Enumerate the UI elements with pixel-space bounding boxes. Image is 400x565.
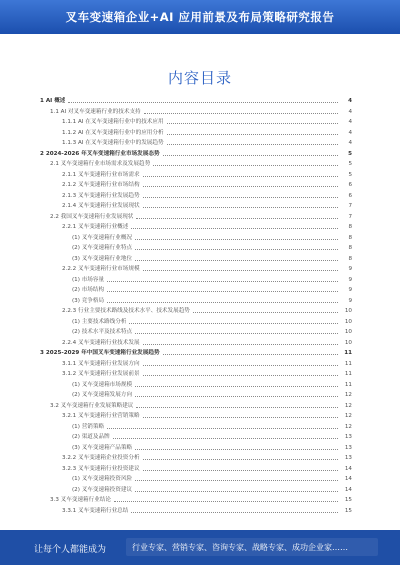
toc-entry[interactable] [0, 318, 400, 326]
footer-lead-text: 让每个人都能成为 [34, 545, 107, 555]
toc-entry[interactable] [0, 433, 400, 441]
toc-entry[interactable] [0, 454, 400, 462]
toc-entry[interactable] [0, 192, 400, 200]
toc-page-number: 11 [344, 360, 352, 367]
toc-page-number: 10 [344, 339, 352, 346]
toc-entry[interactable] [0, 265, 400, 273]
toc-entry-title: 2.1.3 叉车变速箱行业发展趋势 [62, 192, 140, 199]
toc-page-number: 14 [344, 486, 352, 493]
toc-leader-dots [135, 491, 338, 492]
toc-entry-title: (1) 主要技术路线分析 [72, 318, 127, 325]
toc-leader-dots [143, 176, 338, 177]
toc-page-number: 8 [348, 234, 352, 241]
table-of-contents [0, 97, 400, 521]
toc-entry-title: 1 AI 概述 [40, 98, 66, 104]
toc-entry[interactable] [0, 213, 400, 221]
toc-entry[interactable] [0, 475, 400, 483]
toc-entry-title: 2.2.3 行业主要技术路线及技术水平、技术发展趋势 [62, 308, 190, 314]
toc-entry-title: 3.2 叉车变速箱行业发展策略建议 [50, 402, 134, 409]
toc-entry[interactable] [0, 276, 400, 284]
toc-entry-title: 3.1.1 叉车变速箱行业发展方向 [62, 360, 140, 367]
toc-entry-title: 2.1.1 叉车变速箱行业市场需求 [62, 171, 140, 178]
toc-entry-title: 3.1.2 叉车变速箱行业发展前景 [62, 371, 140, 377]
toc-leader-dots [143, 344, 338, 345]
toc-leader-dots [163, 155, 338, 156]
toc-entry[interactable] [0, 444, 400, 452]
toc-page-number: 9 [348, 276, 352, 283]
toc-entry-title: 1.1.1 AI 在叉车变速箱行业中的技术应用 [62, 119, 164, 125]
toc-leader-dots [193, 312, 338, 313]
toc-entry[interactable] [0, 160, 400, 168]
toc-entry[interactable] [0, 150, 400, 158]
toc-entry[interactable] [0, 171, 400, 179]
toc-entry-title: (1) 叉车变速箱行业概况 [72, 234, 133, 241]
toc-page-number: 6 [348, 192, 352, 199]
toc-leader-dots [129, 323, 338, 324]
toc-page-number: 9 [348, 266, 352, 272]
toc-entry-title: 1.1.2 AI 在叉车变速箱行业中的应用分析 [62, 129, 164, 136]
toc-page-number: 9 [348, 297, 352, 304]
toc-leader-dots [135, 249, 338, 250]
toc-leader-dots [107, 302, 338, 303]
toc-entry-title: (2) 市场结构 [72, 287, 105, 293]
toc-leader-dots [143, 375, 338, 376]
toc-entry-title: (2) 叉车变速箱行业特点 [72, 245, 133, 251]
toc-leader-dots [143, 459, 338, 460]
toc-entry-title: 2.2.2 叉车变速箱行业市场规模 [62, 266, 140, 272]
toc-entry[interactable] [0, 234, 400, 242]
toc-heading: 内容目录 [167, 69, 232, 87]
toc-page-number: 12 [344, 423, 352, 430]
toc-entry[interactable] [0, 349, 400, 357]
toc-page-number: 11 [344, 350, 352, 356]
toc-entry[interactable] [0, 108, 400, 116]
toc-entry-title: (2) 叉车变速箱发展方向 [72, 392, 133, 398]
toc-entry[interactable] [0, 360, 400, 368]
toc-entry-title: (1) 叉车变速箱市场规模 [72, 381, 133, 388]
toc-entry-title: 2.2 我国叉车变速箱行业发展现状 [50, 213, 134, 220]
toc-entry[interactable] [0, 507, 400, 515]
toc-leader-dots [167, 144, 338, 145]
toc-entry-title: 3.2.3 叉车变速箱行业投资建议 [62, 465, 140, 472]
toc-entry-title: 3.3 叉车变速箱行业结论 [50, 497, 112, 503]
toc-page-number: 11 [344, 371, 352, 377]
toc-page-number: 12 [344, 402, 352, 409]
toc-page-number: 13 [344, 434, 352, 440]
toc-page-number: 10 [344, 329, 352, 335]
toc-entry[interactable] [0, 297, 400, 305]
toc-leader-dots [107, 291, 338, 292]
toc-page-number: 14 [344, 476, 352, 482]
toc-entry-title: 2.2.1 叉车变速箱行业概述 [62, 224, 129, 230]
toc-entry[interactable] [0, 496, 400, 504]
toc-leader-dots [143, 270, 338, 271]
toc-leader-dots [136, 218, 338, 219]
toc-entry[interactable] [0, 97, 400, 105]
toc-entry-title: 3.2.2 叉车变速箱企业投资分析 [62, 455, 140, 461]
toc-page-number: 5 [348, 161, 352, 167]
toc-leader-dots [135, 333, 338, 334]
toc-entry-title: (3) 叉车变速箱行业地位 [72, 255, 133, 262]
toc-entry[interactable] [0, 412, 400, 420]
toc-entry-title: (1) 叉车变速箱投资风险 [72, 476, 133, 482]
toc-page-number: 13 [344, 444, 352, 451]
toc-entry-title: 2 2024-2026 年叉车变速箱行业市场发展态势 [40, 150, 160, 157]
toc-page-number: 7 [348, 203, 352, 209]
toc-entry[interactable] [0, 465, 400, 473]
toc-page-number: 8 [348, 224, 352, 230]
toc-entry[interactable] [0, 202, 400, 210]
toc-leader-dots [153, 165, 338, 166]
toc-entry[interactable] [0, 223, 400, 231]
toc-leader-dots [135, 239, 338, 240]
toc-entry-title: 3.2.1 叉车变速箱行业营销策略 [62, 413, 140, 419]
toc-entry-title: 2.1.2 叉车变速箱行业市场结构 [62, 182, 140, 188]
toc-page-number: 8 [348, 245, 352, 251]
toc-page-number: 4 [348, 129, 352, 136]
toc-page-number: 7 [348, 213, 352, 220]
toc-page-number: 6 [348, 182, 352, 188]
toc-leader-dots [143, 197, 338, 198]
toc-page-number: 8 [348, 255, 352, 262]
toc-page-number: 12 [344, 413, 352, 419]
toc-page-number: 12 [344, 392, 352, 398]
toc-entry[interactable] [0, 381, 400, 389]
toc-leader-dots [143, 417, 338, 418]
toc-page-number: 14 [344, 465, 352, 472]
toc-leader-dots [143, 207, 338, 208]
toc-leader-dots [135, 396, 338, 397]
toc-leader-dots [131, 228, 338, 229]
toc-entry-title: (2) 渠道及品牌 [72, 434, 110, 440]
toc-entry-title: 1.1 AI 对叉车变速箱行业的技术支持 [50, 108, 141, 115]
toc-entry[interactable] [0, 402, 400, 410]
toc-leader-dots [114, 501, 338, 502]
toc-leader-dots [113, 438, 338, 439]
toc-leader-dots [143, 186, 338, 187]
toc-leader-dots [107, 281, 338, 282]
toc-entry-title: 1.1.3 AI 在叉车变速箱行业中的发展趋势 [62, 140, 164, 146]
toc-entry-title: 3 2025-2029 年中国叉车变速箱行业发展趋势 [40, 350, 160, 356]
toc-entry[interactable] [0, 423, 400, 431]
toc-entry-title: (1) 营销策略 [72, 423, 105, 430]
toc-leader-dots [107, 428, 338, 429]
toc-entry-title: (3) 叉车变速箱产品策略 [72, 444, 133, 451]
toc-entry[interactable] [0, 307, 400, 315]
toc-entry[interactable] [0, 486, 400, 494]
toc-entry-title: 2.1.4 叉车变速箱行业发展现状 [62, 203, 140, 209]
toc-page-number: 4 [348, 140, 352, 146]
toc-entry-title: 2.2.4 叉车变速箱行业技术发展 [62, 339, 140, 346]
toc-entry-title: 2.1 叉车变速箱行业市场需求及发展趋势 [50, 161, 151, 167]
toc-page-number: 5 [348, 171, 352, 178]
toc-page-number: 4 [348, 98, 352, 104]
toc-leader-dots [163, 354, 338, 355]
toc-entry[interactable] [0, 391, 400, 399]
toc-leader-dots [167, 123, 338, 124]
toc-leader-dots [131, 512, 338, 513]
toc-page-number: 15 [344, 497, 352, 503]
toc-leader-dots [135, 386, 338, 387]
toc-page-number: 11 [344, 381, 352, 388]
toc-leader-dots [143, 470, 338, 471]
toc-entry-title: (3) 竞争格局 [72, 297, 105, 304]
toc-entry[interactable] [0, 286, 400, 294]
toc-leader-dots [144, 113, 338, 114]
toc-page-number: 5 [348, 150, 352, 157]
toc-entry[interactable] [0, 255, 400, 263]
toc-entry[interactable] [0, 118, 400, 126]
toc-leader-dots [136, 407, 338, 408]
toc-page-number: 4 [348, 108, 352, 115]
toc-entry[interactable] [0, 181, 400, 189]
report-title: 叉车变速箱企业+AI 应用前景及布局策略研究报告 [65, 10, 335, 24]
toc-entry[interactable] [0, 339, 400, 347]
toc-leader-dots [68, 102, 338, 103]
toc-entry[interactable] [0, 129, 400, 137]
toc-entry-title: (2) 技术水平及技术特点 [72, 329, 133, 335]
toc-entry-title: (2) 叉车变速箱投资建议 [72, 486, 133, 493]
footer-banner [0, 530, 400, 565]
toc-page-number: 15 [344, 507, 352, 514]
toc-leader-dots [135, 480, 338, 481]
toc-page-number: 10 [344, 318, 352, 325]
toc-entry[interactable] [0, 139, 400, 147]
toc-page-number: 4 [348, 119, 352, 125]
report-header [0, 0, 400, 34]
toc-leader-dots [135, 449, 338, 450]
toc-entry[interactable] [0, 328, 400, 336]
toc-leader-dots [143, 365, 338, 366]
toc-entry[interactable] [0, 370, 400, 378]
toc-page-number: 10 [344, 308, 352, 314]
footer-roles-text: 行业专家、营销专家、咨询专家、战略专家、成功企业家…… [132, 543, 348, 552]
toc-leader-dots [135, 260, 338, 261]
toc-entry[interactable] [0, 244, 400, 252]
toc-page-number: 9 [348, 287, 352, 293]
toc-entry-title: (1) 市场容量 [72, 276, 105, 283]
toc-leader-dots [167, 134, 338, 135]
toc-page-number: 13 [344, 455, 352, 461]
toc-entry-title: 3.3.1 叉车变速箱行业总结 [62, 507, 129, 514]
